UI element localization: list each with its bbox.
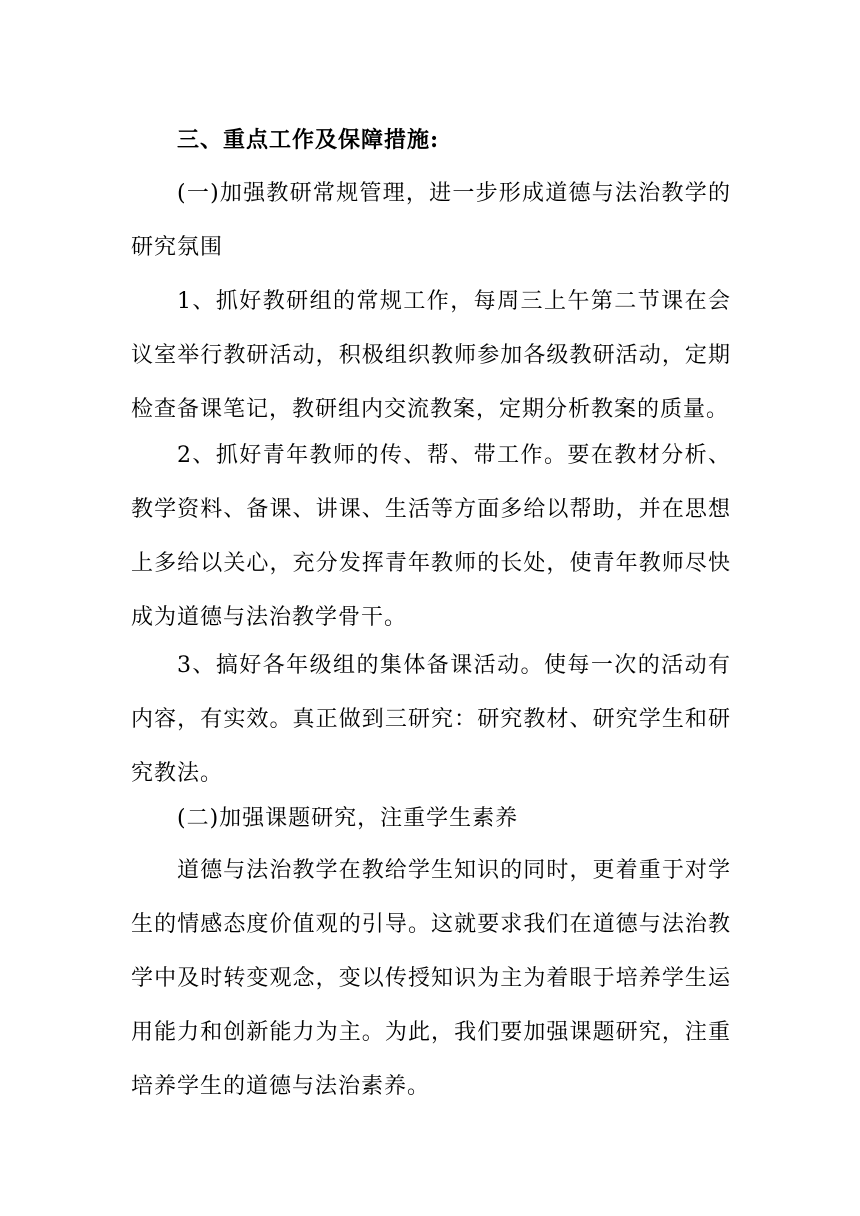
- paragraph-2: 2、抓好青年教师的传、帮、带工作。要在教材分析、教学资料、备课、讲课、生活等方面多给以帮助，并在思想上多给以关心，充分发挥青年教师的长处，使青年教师尽快成为道德与法治教学骨干。: [131, 443, 731, 630]
- subsection-heading-1: (一)加强教研常规管理，进一步形成道德与法治教学的研究氛围: [131, 181, 731, 260]
- paragraph-1: 1、抓好教研组的常规工作，每周三上午第二节课在会议室举行教研活动，积极组织教师参加各级教研活动，定期检查备课笔记，教研组内交流教案，定期分析教案的质量。: [131, 289, 731, 422]
- paragraph-3: 3、搞好各年级组的集体备课活动。使每一次的活动有内容，有实效。真正做到三研究：研究教材、研究学生和研究教法。: [131, 653, 731, 786]
- subsection-heading-2: (二)加强课题研究，注重学生素养: [177, 806, 519, 831]
- section-heading: 三、重点工作及保障措施:: [177, 127, 440, 153]
- paragraph-4: 道德与法治教学在教给学生知识的同时，更着重于对学生的情感态度价值观的引导。这就要求我们在道德与法治教学中及时转变观念，变以传授知识为主为着眼于培养学生运用能力和创新能力为主。为此，我们要加强课题研究，注重培养学生的道德与法治素养。: [131, 858, 731, 1099]
